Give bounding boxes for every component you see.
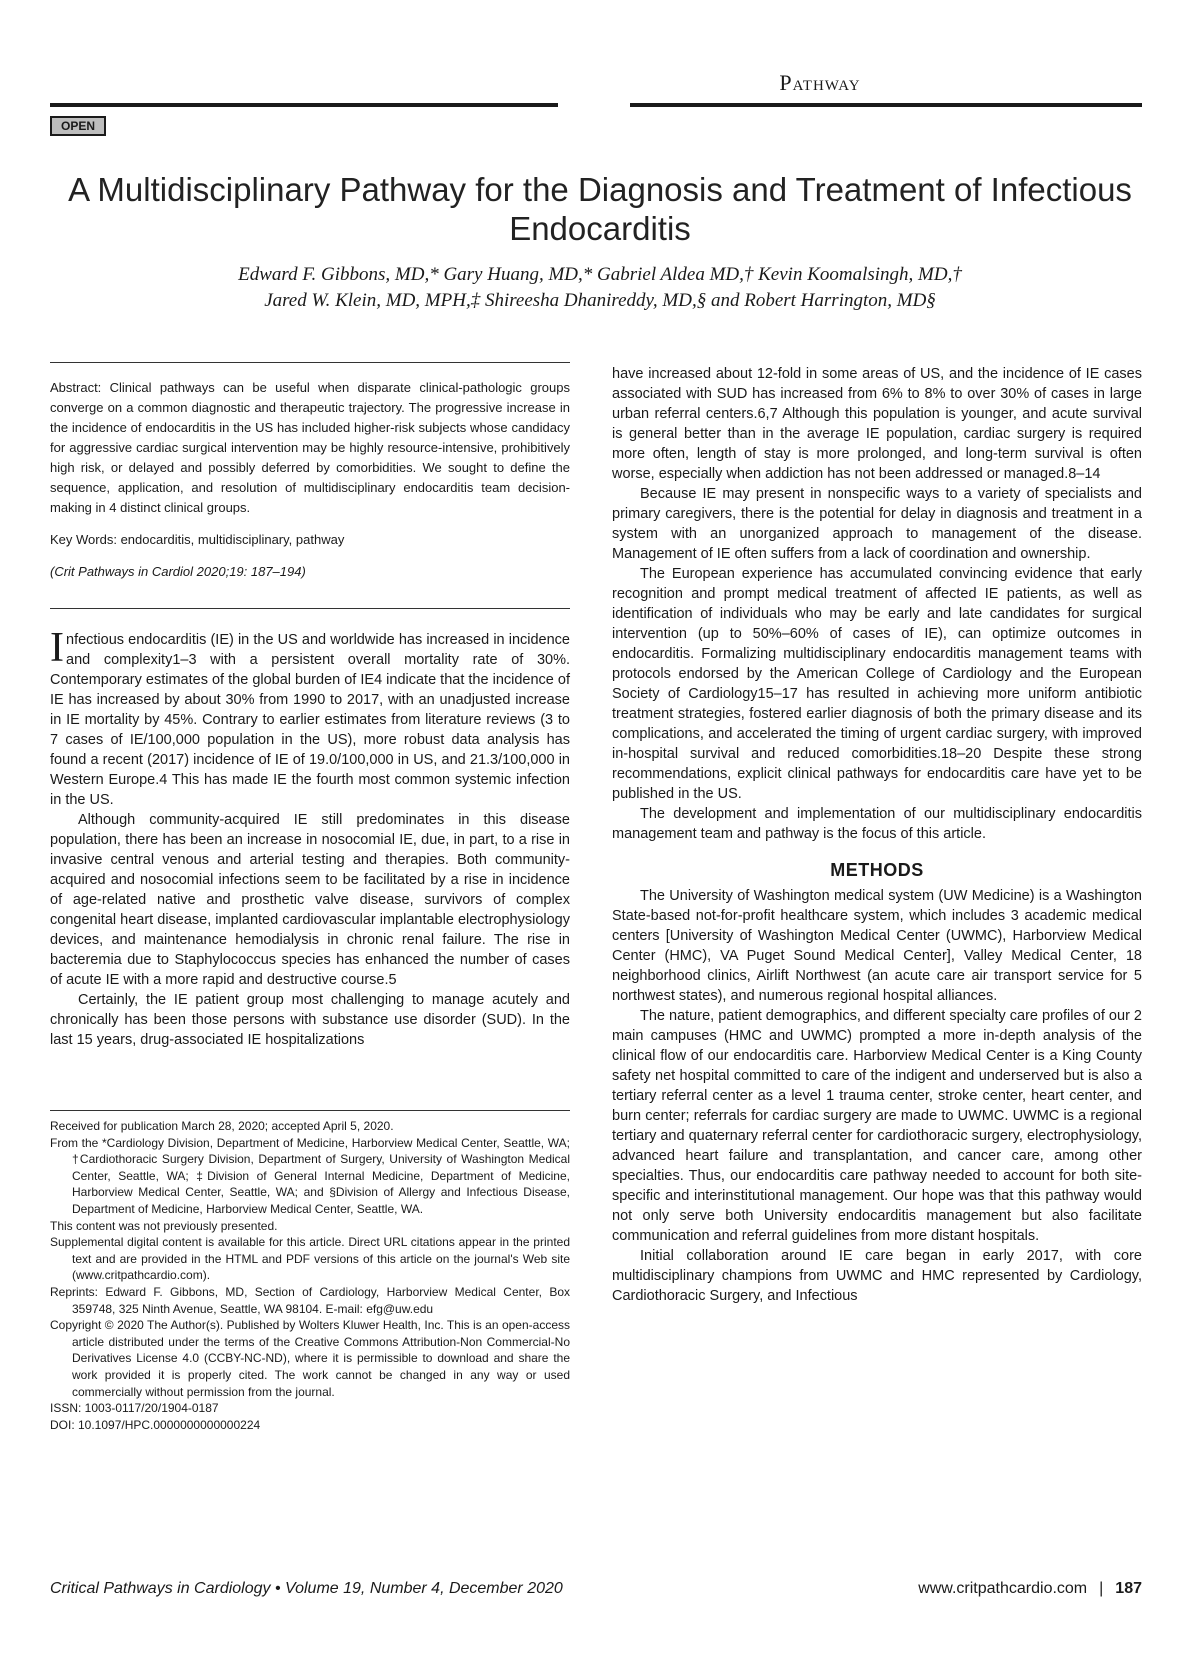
paragraph: Initial collaboration around IE care began in early 2017, with core multidisciplinary champions from UWMC and HMC represented by Cardiology, Cardiothoracic Surgery, and Infectious <box>612 1248 1142 1304</box>
abstract-top-rule <box>50 362 570 363</box>
footnote-received: Received for publication March 28, 2020; accepted April 5, 2020. <box>50 1119 394 1133</box>
footnote-not-presented: This content was not previously presented. <box>50 1218 278 1233</box>
paragraph: The nature, patient demographics, and different specialty care profiles of our 2 main campuses (HMC and UWMC) prompted a more in-depth analysis of the clinical flow of our endocarditis care. Harborview Medical Center is a King County safety net hospital committed to care of the indigent and underserved but is also a tertiary referral center as a level 1 trauma center, stroke center, heart center, and burn center; referrals for cardiac surgery are made to UWMC. UWMC is a regional tertiary and quaternary referral center for cardiothoracic surgery, electrophysiology, advanced heart failure and transplantation, and cancer care, among other specialties. Thus, our endocarditis care pathway needed to account for both site-specific and interinstitutional management. Our hope was that this pathway would not only serve both University endocarditis management but also facilitate communication and referral guidelines from more distant hospitals. <box>612 1008 1142 1244</box>
abstract-bottom-rule <box>50 608 570 609</box>
methods-heading: METHODS <box>830 860 924 880</box>
paragraph: The University of Washington medical system (UW Medicine) is a Washington State-based not-for-profit healthcare system, which includes 3 academic medical centers [University of Washington Medical Center (UWMC), Harborview Medical Center (HMC), VA Puget Sound Medical Center], Valley Medical Center, 18 neighborhood clinics, Airlift Northwest (an acute care air transport service for 5 northwest states), and numerous regional hospital alliances. <box>612 888 1142 1004</box>
paragraph-intro: Infectious endocarditis (IE) in the US and worldwide has increased in incidence and complexity1–3 with a persistent overall mortality rate of 30%. Contemporary estimates of the global burden of IE4 indicate that the incidence of IE has increased by about 30% from 1990 to 2017, with an unadjusted increase in IE mortality by 45%. Contrary to earlier estimates from literature reviews (3 to 7 cases of IE/100,000 population in the US), more robust data analysis has found a recent (2017) incidence of IE of 19.0/100,000 in US, and 21.3/100,000 in Western Europe.4 This has made IE the fourth most common systemic infection in the US. <box>50 625 570 808</box>
header-rule-right <box>630 103 1142 107</box>
authors-line-1: Edward F. Gibbons, MD,* Gary Huang, MD,* Gabriel Aldea MD,† Kevin Koomalsingh, MD,† <box>238 264 962 285</box>
paragraph: Certainly, the IE patient group most challenging to manage acutely and chronically has been those persons with substance use disorder (SUD). In the last 15 years, drug-associated IE hospitalizations <box>50 992 570 1048</box>
open-access-badge: OPEN <box>50 116 106 136</box>
paragraph: The development and implementation of our multidisciplinary endocarditis management team and pathway is the focus of this article. <box>612 806 1142 842</box>
section-label: Pathway <box>779 70 861 95</box>
abstract <box>50 378 570 518</box>
footer-website: www.critpathcardio.com <box>918 1580 1088 1597</box>
article-title: A Multidisciplinary Pathway for the Diagnosis and Treatment of Infectious Endocarditis <box>68 171 1132 247</box>
footer-separator: | <box>1099 1580 1104 1597</box>
footer-journal: Critical Pathways in Cardiology • Volume 19, Number 4, December 2020 <box>50 1580 563 1597</box>
keywords-label: Key Words: <box>50 532 117 547</box>
footnote-copyright: Copyright © 2020 The Author(s). Published by Wolters Kluwer Health, Inc. This is an open-access article distributed under the terms of the Creative Commons Attribution-Non Commercial-No Derivatives License 4.0 (CCBY-NC-ND), where it is permissible to download and share the work provided it is properly cited. The work cannot be changed in any way or used commercially without permission from the journal. <box>50 1318 570 1399</box>
drop-cap: I <box>50 625 64 671</box>
paragraph: have increased about 12-fold in some areas of US, and the incidence of IE cases associated with SUD has increased from 6% to 8% to over 30% of cases in large urban referral centers.6,7 Although this population is younger, and acute survival is general better than in the average IE population, cardiac surgery is required more often, length of stay is more prolonged, and long-term survival is often worse, especially when addiction has not been addressed or managed.8–14 <box>612 366 1142 482</box>
paragraph: Because IE may present in nonspecific ways to a variety of specialists and primary caregivers, there is the potential for delay in diagnosis and treatment in a system with an unorganized approach to management of the disease. Management of IE often suffers from a lack of coordination and ownership. <box>612 486 1142 562</box>
author-list <box>60 262 1140 314</box>
authors-line-2: Jared W. Klein, MD, MPH,‡ Shireesha Dhanireddy, MD,§ and Robert Harrington, MD§ <box>264 290 936 311</box>
footnote-doi: DOI: 10.1097/HPC.0000000000000224 <box>50 1417 261 1432</box>
footnote-supplemental: Supplemental digital content is available for this article. Direct URL citations appear in the printed text and are provided in the HTML and PDF versions of this article on the journal's Web site (www.critpathcardio.com). <box>50 1235 570 1283</box>
abstract-block <box>50 378 570 594</box>
footnotes <box>50 1118 570 1433</box>
keywords-text: endocarditis, multidisciplinary, pathway <box>116 532 345 547</box>
footer-right <box>918 1580 1142 1598</box>
footnote-issn: ISSN: 1003-0117/20/1904-0187 <box>50 1401 219 1416</box>
footnote-reprints: Reprints: Edward F. Gibbons, MD, Section of Cardiology, Harborview Medical Center, Box 359748, 325 Ninth Avenue, Seattle, WA 98104. E-mail: efg@uw.edu <box>50 1284 570 1316</box>
paragraph: The European experience has accumulated convincing evidence that early recognition and prompt medical treatment of affected IE patients, as well as identification of individuals who may be early and late candidates for surgical intervention (up to 50%–60% of cases of IE), can optimize outcomes in endocarditis. Formalizing multidisciplinary endocarditis management teams with protocols endorsed by the American College of Cardiology and the European Society of Cardiology15–17 has resulted in achieving more uniform antibiotic treatment strategies, fostered earlier diagnosis of both the primary disease and its complications, and accelerated the timing of urgent cardiac surgery, with improved in-hospital survival and reduced comorbidities.18–20 Despite these strong recommendations, explicit clinical pathways for endocarditis care have yet to be published in the US. <box>612 566 1142 802</box>
abstract-text: Clinical pathways can be useful when disparate clinical-pathologic groups converge on a common diagnostic and therapeutic trajectory. The progressive increase in the incidence of endocarditis in the US has included higher-risk subjects whose candidacy for aggressive cardiac surgical intervention may be highly resource-intensive, prohibitively high risk, or delayed and possibly deferred by comorbidities. We sought to define the sequence, application, and resolution of multidisciplinary endocarditis team decision-making in 4 distinct clinical groups. <box>50 380 570 515</box>
paragraph: Although community-acquired IE still predominates in this disease population, there has been an increase in nosocomial IE, due, in part, to a rise in invasive central venous and arterial testing and therapies. Both community-acquired and nosocomial infections seem to be facilitated by a rise in incidence of age-related native and prosthetic valve disease, survivors of complex congenital heart disease, implanted cardiovascular implantable electrophysiology devices, and maintenance hemodialysis in chronic renal failure. The rise in bacteremia due to Staphylococcus species has enhanced the number of cases of acute IE with a more rapid and destructive course.5 <box>50 812 570 988</box>
body-right-column <box>612 364 1142 1306</box>
footnote-affiliations: From the *Cardiology Division, Department of Medicine, Harborview Medical Center, Seattle, WA; †Cardiothoracic Surgery Division, Department of Surgery, University of Washington Medical Center, Seattle, WA; ‡Division of General Internal Medicine, Department of Medicine, Harborview Medical Center, Seattle, WA; and §Division of Allergy and Infectious Disease, Department of Medicine, Harborview Medical Center, Seattle, WA. <box>50 1135 570 1216</box>
citation: (Crit Pathways in Cardiol 2020;19: 187–194) <box>50 564 306 579</box>
page-number: 187 <box>1115 1580 1142 1597</box>
body-left-column <box>50 625 570 1050</box>
abstract-label: Abstract: <box>50 380 102 395</box>
header-rule-left <box>50 103 558 107</box>
footnote-rule <box>50 1110 570 1111</box>
keywords <box>50 530 570 550</box>
